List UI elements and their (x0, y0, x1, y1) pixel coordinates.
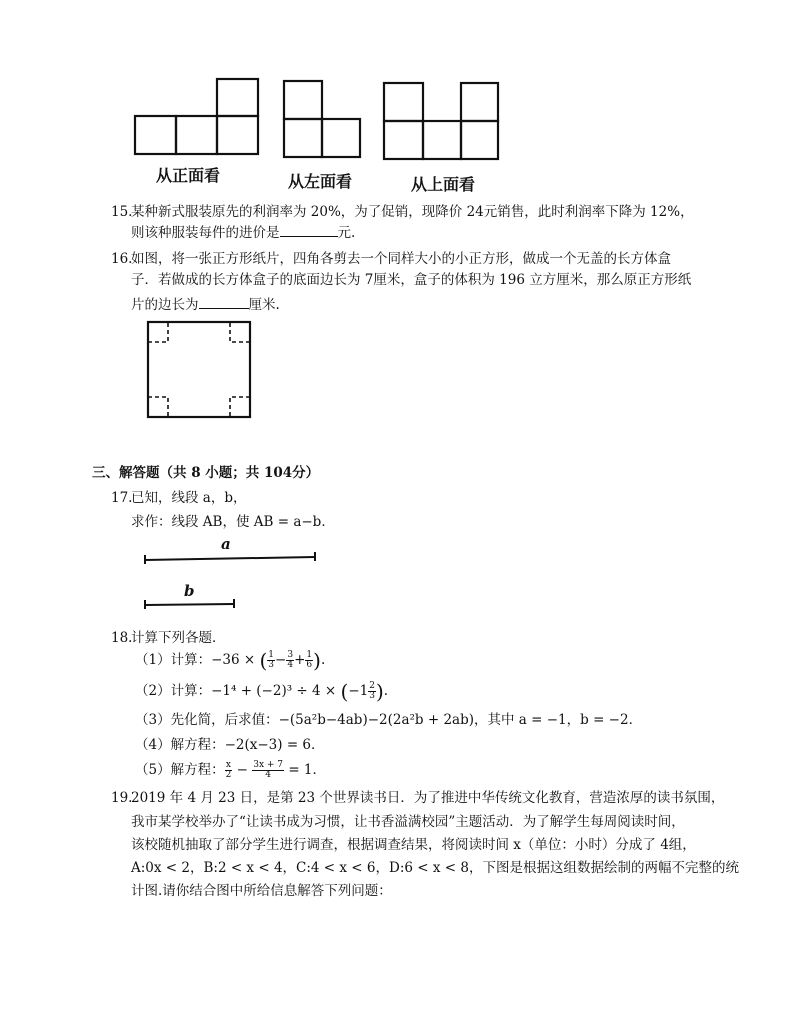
q16-line3 (131, 294, 280, 315)
q15-unit: 元. (337, 225, 356, 241)
q18-part5: （5）解方程： $\frac{x}{2}$ − $\frac{3x + 7}{4}$ = 1． (135, 760, 327, 780)
q18-part5-suffix: = 1． (288, 762, 327, 778)
q17-line2: 求作：线段 AB，使 AB = a−b． (131, 514, 335, 530)
paren-close: ) (313, 648, 321, 673)
fraction-numerator: 2 (369, 681, 375, 691)
q19-line1: 2019 年 4 月 23 日，是第 23 个世界读书日．为了推进中华传统文化教育，营造浓厚的读书氛围， (131, 790, 725, 806)
top-view-square (461, 121, 498, 159)
paren-close: ) (375, 679, 384, 704)
fraction-denominator: 3 (268, 660, 275, 670)
front-view-caption: 从正面看 (156, 166, 221, 185)
segment-a (145, 557, 315, 560)
q19-number: 19. (111, 790, 133, 806)
corner-cut (230, 397, 250, 417)
q16-line2: 子．若做成的长方体盒子的底面边长为 7厘米，盒子的体积为 196 立方厘米，那么原正方形纸 (131, 272, 692, 288)
q18-number: 18. (111, 630, 133, 646)
q15-number: 15. (111, 204, 133, 220)
q15-answer-blank (280, 222, 338, 237)
left-view-caption: 从左面看 (288, 172, 353, 191)
fraction-denominator: 6 (306, 660, 313, 670)
three-views-figure (0, 0, 794, 200)
q15-text: 则该种服装每件的进价是 (131, 225, 280, 241)
q19-line2: 我市某学校举办了“让读书成为习惯，让书香溢满校园”主题活动．为了解学生每周阅读时间， (131, 814, 685, 830)
left-view-square (322, 119, 360, 157)
segment-a-label: a (221, 535, 231, 553)
section-title: 三、解答题（共 8 小题；共 104分） (92, 465, 320, 481)
fraction-denominator: 3 (369, 691, 375, 701)
fraction (267, 651, 275, 670)
left-view-square (284, 119, 322, 157)
fraction (305, 651, 313, 670)
q17-line1: 已知，线段 a，b， (131, 490, 247, 506)
q16-answer-blank (199, 294, 249, 309)
q19-line4: A:0x < 2，B:2 < x < 4，C:4 < x < 6，D:6 < x < 8，下图是根据这组数据绘制的两幅不完整的统 (131, 860, 739, 876)
q18-part1-prefix: （1）计算：−36 × (135, 652, 256, 668)
q16-unit: 厘米. (248, 297, 280, 313)
fraction-numerator: 1 (268, 650, 275, 660)
q19-line3: 该校随机抽取了部分学生进行调查，根据调查结果，将阅读时间 x（单位：小时）分成了 4组， (131, 837, 696, 853)
front-view-square (217, 79, 258, 116)
q18-part1: （1）计算：−36 × ( $\frac{1}{3}$ − $\frac{3}{4}$ + $\frac{1}{6}$ ). (135, 648, 326, 673)
q17-number: 17. (111, 490, 133, 506)
top-view-caption: 从上面看 (411, 175, 476, 194)
q16-text: 片的边长为 (131, 297, 199, 313)
top-view-square (384, 121, 423, 159)
corner-cut (148, 322, 168, 342)
left-view-square (284, 81, 322, 119)
fraction-denominator: 2 (225, 770, 232, 780)
q16-line1: 如图，将一张正方形纸片，四角各剪去一个同样大小的小正方形，做成一个无盖的长方体盒 (131, 251, 671, 267)
segments-figure (140, 535, 330, 615)
fraction (286, 651, 294, 670)
segment-b (145, 604, 234, 605)
q16-number: 16. (111, 251, 133, 267)
q18-part2-prefix: （2）计算：−1⁴ + (−2)³ ÷ 4 × (135, 683, 337, 699)
paper-square (148, 322, 250, 417)
front-view-square (176, 116, 217, 154)
q18-part5-prefix: （5）解方程： (135, 762, 225, 778)
paren-open: ( (259, 648, 268, 673)
fraction-numerator: 3x + 7 (253, 760, 284, 770)
q15-line1: 某种新式服装原先的利润率为 20%，为了促销，现降价 24元销售，此时利润率下降为 12%， (131, 204, 694, 220)
fraction-numerator: 1 (306, 650, 313, 660)
front-view-square (135, 116, 176, 154)
fraction (252, 761, 284, 780)
top-view-square (423, 121, 461, 159)
mixed-number-whole: −1 (348, 683, 369, 699)
q19-line5: 计图.请你结合图中所给信息解答下列问题： (131, 883, 392, 899)
q18-part4: （4）解方程：−2(x−3) = 6． (135, 737, 325, 753)
top-view-square (384, 83, 423, 121)
fraction (368, 682, 376, 701)
fraction-numerator: 3 (287, 650, 294, 660)
q18-part3: （3）先化简，后求值：−(5a²b−4ab)−2(2a²b + 2ab)，其中 a = −1，b = −2． (135, 712, 643, 728)
q18-title: 计算下列各题． (131, 630, 226, 646)
fraction (225, 761, 233, 780)
paren-open: ( (340, 679, 349, 704)
fraction-denominator: 4 (287, 660, 294, 670)
fraction-numerator: x (225, 760, 231, 770)
fraction-denominator: 4 (265, 770, 271, 780)
square-paper-figure (140, 318, 260, 423)
corner-cut (230, 322, 250, 342)
q18-part2: （2）计算：−1⁴ + (−2)³ ÷ 4 × (−1 $\frac{2}{3}$ ). (135, 679, 389, 704)
front-view-square (217, 116, 258, 154)
top-view-square (461, 83, 498, 121)
segment-b-label: b (184, 582, 195, 600)
corner-cut (148, 397, 168, 417)
q15-line2 (131, 222, 355, 243)
